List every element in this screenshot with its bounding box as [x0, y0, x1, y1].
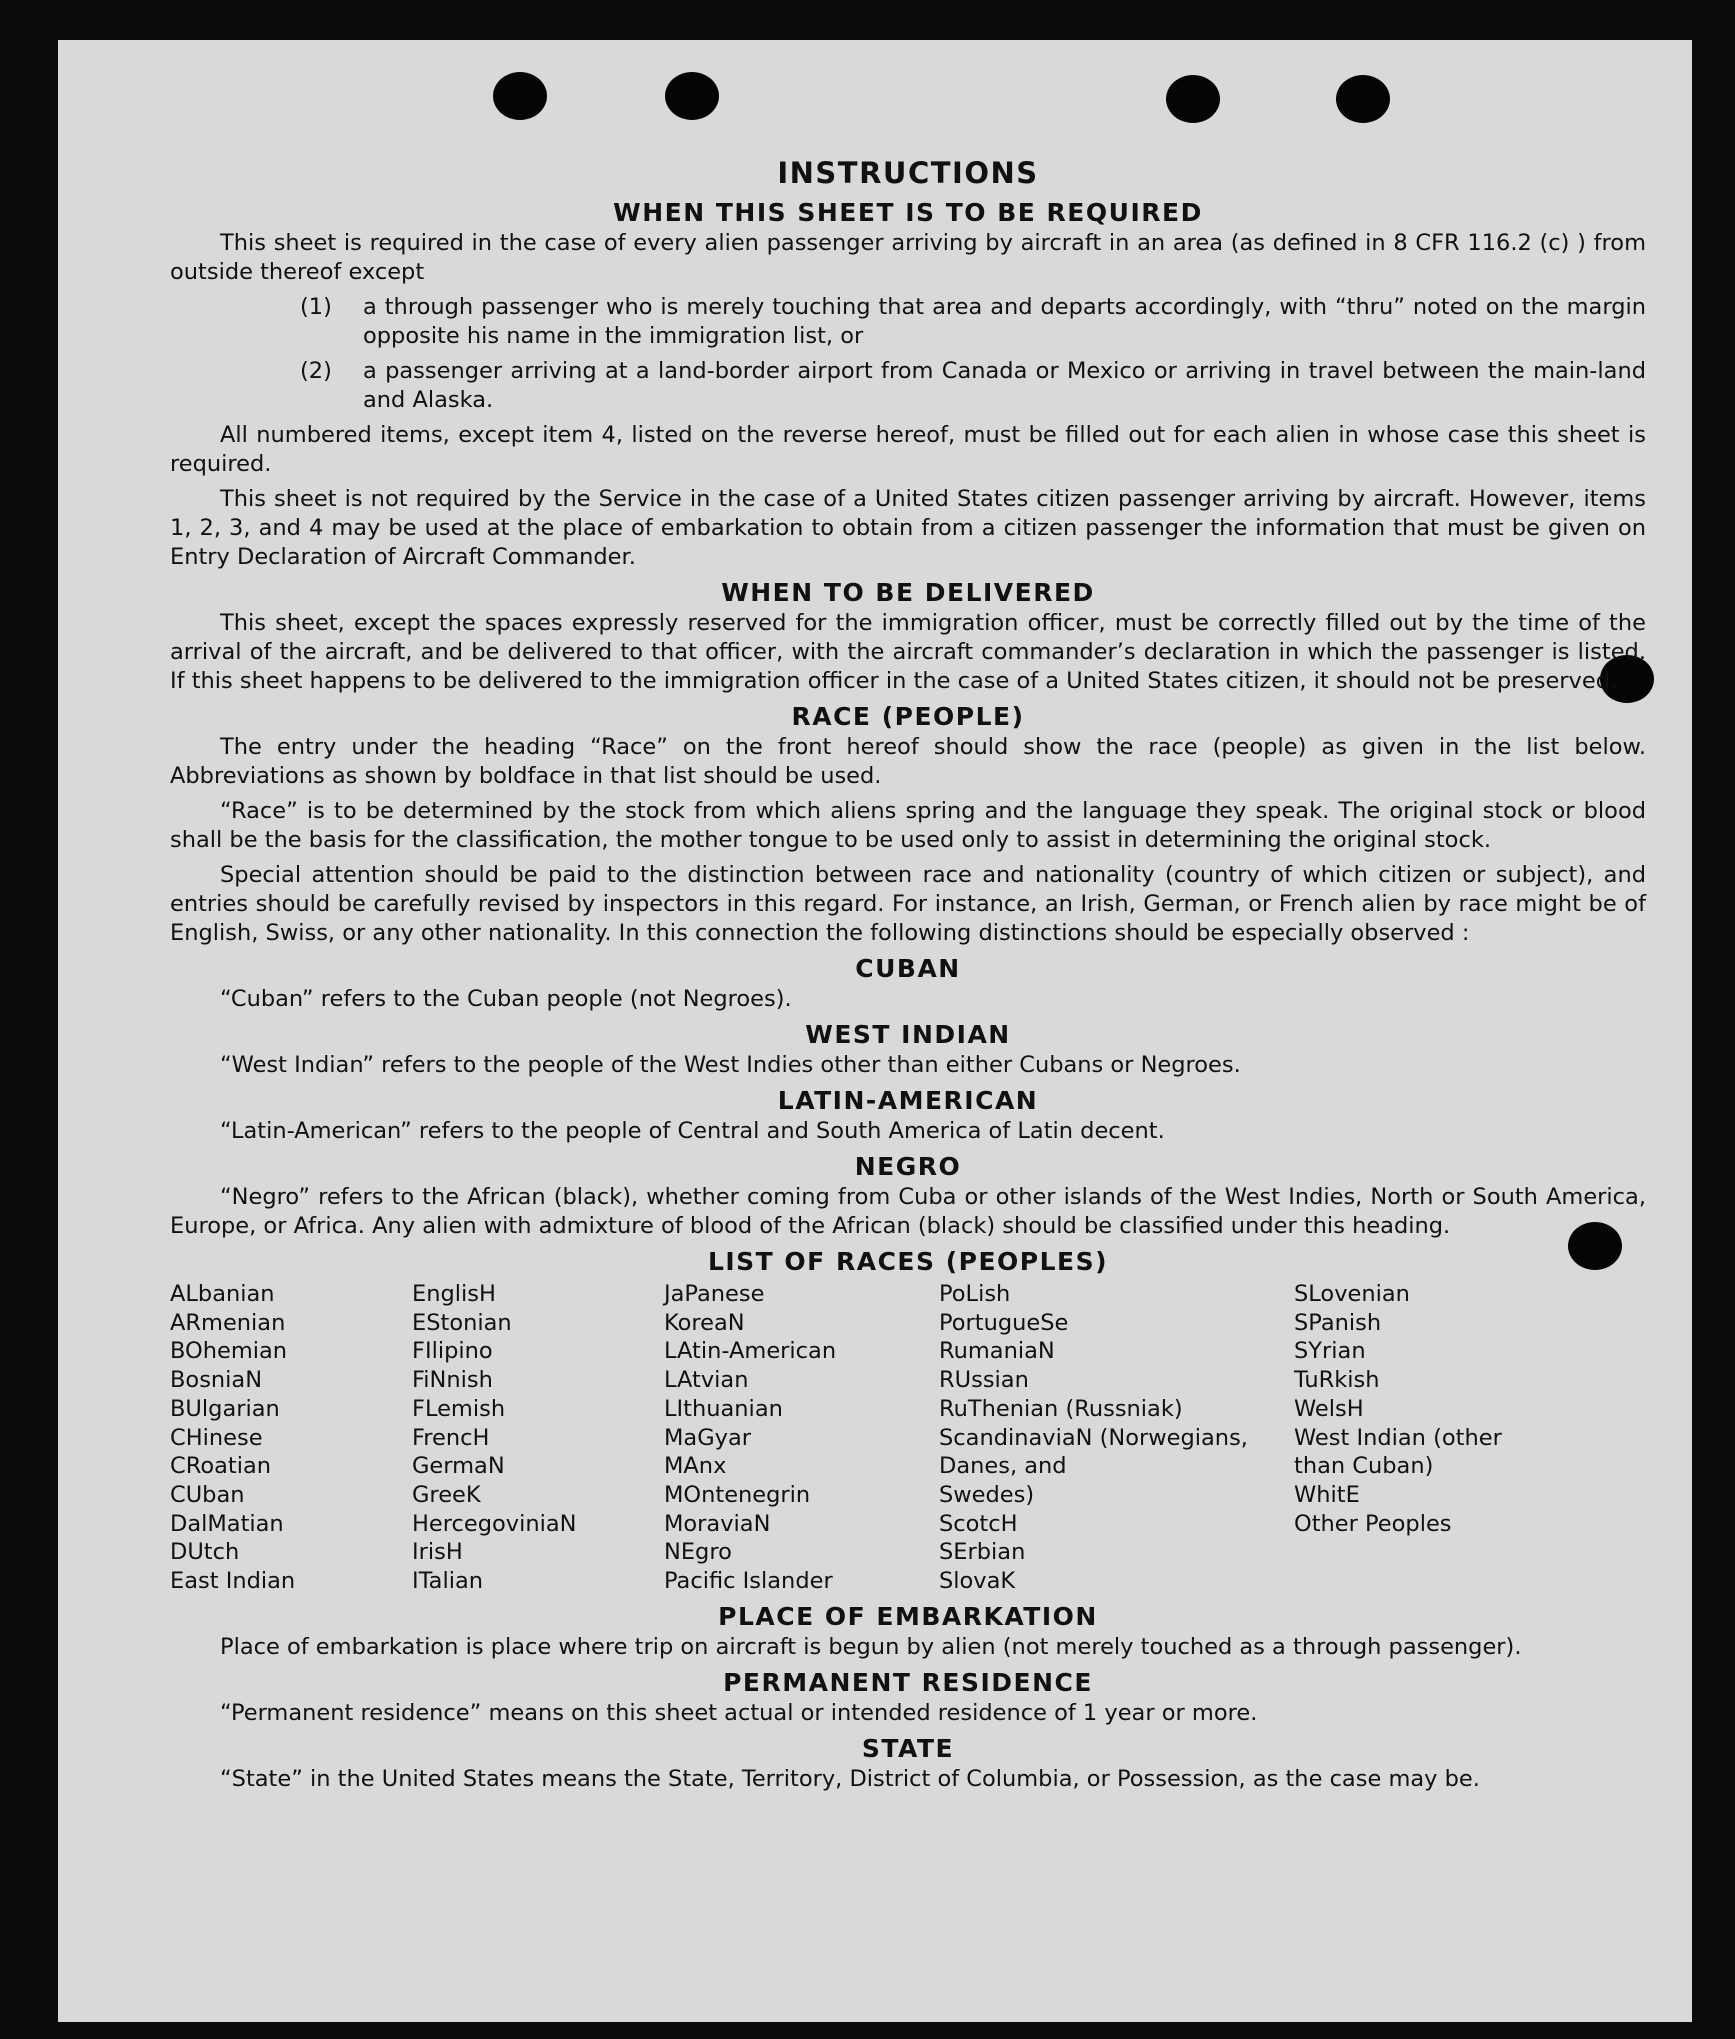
paragraph: Place of embarkation is place where trip on aircraft is begun by alien (not merely touched as a through passenger). [220, 1633, 1522, 1660]
race-entry: LAtvian [664, 1367, 749, 1394]
race-entry: GermaN [412, 1453, 505, 1480]
punch-hole [1166, 75, 1220, 123]
race-entry: Swedes) [939, 1481, 1035, 1508]
race-entry: BUlgarian [170, 1395, 280, 1422]
punch-hole [1336, 75, 1390, 123]
section-heading-state: STATE [861, 1733, 955, 1763]
punch-hole [493, 72, 547, 120]
race-entry: ARmenian [170, 1309, 286, 1336]
paragraph: “Permanent residence” means on this sheet actual or intended residence of 1 year or more. [220, 1699, 1258, 1726]
race-entry: ScotcH [939, 1510, 1018, 1537]
race-entry: IrisH [412, 1539, 463, 1566]
race-entry: MOntenegrin [664, 1481, 811, 1508]
race-entry: East Indian [170, 1568, 296, 1595]
race-entry: than Cuban) [1294, 1453, 1434, 1480]
races-column [170, 1280, 412, 1596]
paragraph: “Negro” refers to the African (black), whether coming from Cuba or other islands of the West Indies, North or South America, Europe, or Africa. Any alien with admixture of blood of the African (black) should be classified under this heading. [170, 1184, 1646, 1239]
race-entry: MoraviaN [664, 1510, 771, 1537]
paragraph: “Race” is to be determined by the stock from which aliens spring and the language they speak. The original stock or blood shall be the basis for the classification, the mother tongue to be used only to assist in determining the original stock. [170, 798, 1646, 853]
race-entry: SlovaK [939, 1568, 1016, 1595]
race-entry: FIlipino [412, 1338, 493, 1365]
paragraph: This sheet, except the spaces expressly reserved for the immigration officer, must be correctly filled out by the time of the arrival of the aircraft, and be delivered to that officer, with the aircraft commander’s declaration in which the passenger is listed. If this sheet happens to be delivered to the immigration officer in the case of a United States citizen, it should not be preserved. [170, 610, 1646, 694]
paragraph: The entry under the heading “Race” on the front hereof should show the race (people) as given in the list below. Abbreviations as shown by boldface in that list should be used. [170, 734, 1646, 789]
race-entry: DalMatian [170, 1510, 284, 1537]
punch-hole [665, 72, 719, 120]
races-table [170, 1280, 1646, 1596]
race-entry: EnglisH [412, 1281, 496, 1307]
paragraph: “State” in the United States means the State, Territory, District of Columbia, or Possession, as the case may be. [220, 1765, 1480, 1792]
race-entry: MaGyar [664, 1424, 751, 1451]
section-heading-embarkation: PLACE OF EMBARKATION [718, 1601, 1098, 1631]
race-entry: HercegoviniaN [412, 1510, 577, 1537]
paragraph: Special attention should be paid to the distinction between race and nationality (country of which citizen or subject), and entries should be carefully revised by inspectors in this regard. For instance, an Irish, German, or French alien by race might be of English, Swiss, or any other nationality. In this connection the following distinctions should be especially observed : [170, 862, 1646, 946]
paragraph: This sheet is required in the case of every alien passenger arriving by aircraft in an area (as defined in 8 CFR 116.2 (c) ) from outside thereof except [170, 230, 1646, 285]
paragraph: “West Indian” refers to the people of the West Indies other than either Cubans or Negroes. [220, 1052, 1241, 1078]
section-heading-negro: NEGRO [854, 1152, 962, 1181]
races-column [412, 1280, 664, 1596]
race-entry: West Indian (other [1294, 1424, 1502, 1451]
races-column [1294, 1280, 1594, 1596]
race-entry: BosniaN [170, 1367, 263, 1394]
race-entry: FrencH [412, 1424, 490, 1451]
section-heading-required: WHEN THIS SHEET IS TO BE REQUIRED [613, 198, 1203, 227]
exception-number: (1) [300, 294, 332, 320]
race-entry: NEgro [664, 1539, 732, 1566]
race-entry: KoreaN [664, 1309, 745, 1336]
race-entry: EStonian [412, 1309, 512, 1336]
race-entry: LAtin-American [664, 1338, 837, 1365]
instructions-body [170, 152, 1646, 1800]
exception-number: (2) [300, 358, 332, 384]
exception-item [170, 357, 1646, 415]
section-heading-residence: PERMANENT RESIDENCE [723, 1667, 1093, 1697]
race-entry: MAnx [664, 1453, 727, 1480]
races-column [664, 1280, 939, 1596]
race-entry: CHinese [170, 1424, 263, 1451]
race-entry: ScandinaviaN (Norwegians, [939, 1424, 1248, 1451]
race-entry: RumaniaN [939, 1338, 1055, 1365]
paragraph: All numbered items, except item 4, listed on the reverse hereof, must be filled out for each alien in whose case this sheet is required. [170, 422, 1646, 477]
section-heading-west-indian: WEST INDIAN [805, 1020, 1011, 1049]
race-entry: CRoatian [170, 1453, 272, 1480]
race-entry: FLemish [412, 1395, 506, 1422]
paragraph: “Latin-American” refers to the people of Central and South America of Latin decent. [220, 1118, 1165, 1144]
race-entry: SPanish [1294, 1309, 1382, 1336]
paragraph: “Cuban” refers to the Cuban people (not Negroes). [220, 986, 792, 1012]
race-entry: SLovenian [1294, 1281, 1410, 1307]
race-entry: SYrian [1294, 1338, 1366, 1365]
exception-text: a through passenger who is merely touching that area and departs accordingly, with “thru” noted on the margin opposite his name in the immigration list, or [363, 294, 1646, 349]
exception-text: a passenger arriving at a land-border airport from Canada or Mexico or arriving in travel between the main-land and Alaska. [363, 358, 1646, 413]
race-entry: JaPanese [664, 1281, 765, 1307]
race-entry: TuRkish [1294, 1367, 1380, 1394]
section-heading-cuban: CUBAN [855, 954, 961, 983]
race-entry: WelsH [1294, 1395, 1364, 1422]
race-entry: SErbian [939, 1539, 1026, 1566]
race-entry: GreeK [412, 1481, 481, 1508]
race-entry: Pacific Islander [664, 1568, 833, 1595]
race-entry: DUtch [170, 1539, 240, 1566]
race-entry: RUssian [939, 1367, 1029, 1394]
race-entry: ALbanian [170, 1281, 275, 1307]
paragraph: This sheet is not required by the Service in the case of a United States citizen passenger arriving by aircraft. However, items 1, 2, 3, and 4 may be used at the place of embarkation to obtain from a citizen passenger the information that must be given on Entry Declaration of Aircraft Commander. [170, 486, 1646, 570]
race-entry: ITalian [412, 1568, 483, 1595]
section-heading-latin-american: LATIN-AMERICAN [777, 1086, 1039, 1115]
section-heading-delivered: WHEN TO BE DELIVERED [721, 578, 1095, 607]
section-heading-list-of-races: LIST OF RACES (PEOPLES) [707, 1247, 1109, 1276]
exception-item [170, 293, 1646, 351]
document-page [58, 40, 1692, 2022]
race-entry: BOhemian [170, 1338, 288, 1365]
race-entry: CUban [170, 1481, 245, 1508]
race-entry: FiNnish [412, 1367, 493, 1394]
race-entry: LIthuanian [664, 1395, 783, 1422]
race-entry: PoLish [939, 1281, 1011, 1307]
page-title: INSTRUCTIONS [777, 156, 1039, 190]
race-entry: Danes, and [939, 1453, 1067, 1480]
races-column [939, 1280, 1294, 1596]
race-entry: WhitE [1294, 1481, 1360, 1508]
section-heading-race: RACE (PEOPLE) [791, 702, 1025, 731]
race-entry: PortugueSe [939, 1309, 1069, 1336]
race-entry: RuThenian (Russniak) [939, 1395, 1183, 1422]
race-entry: Other Peoples [1294, 1510, 1452, 1537]
